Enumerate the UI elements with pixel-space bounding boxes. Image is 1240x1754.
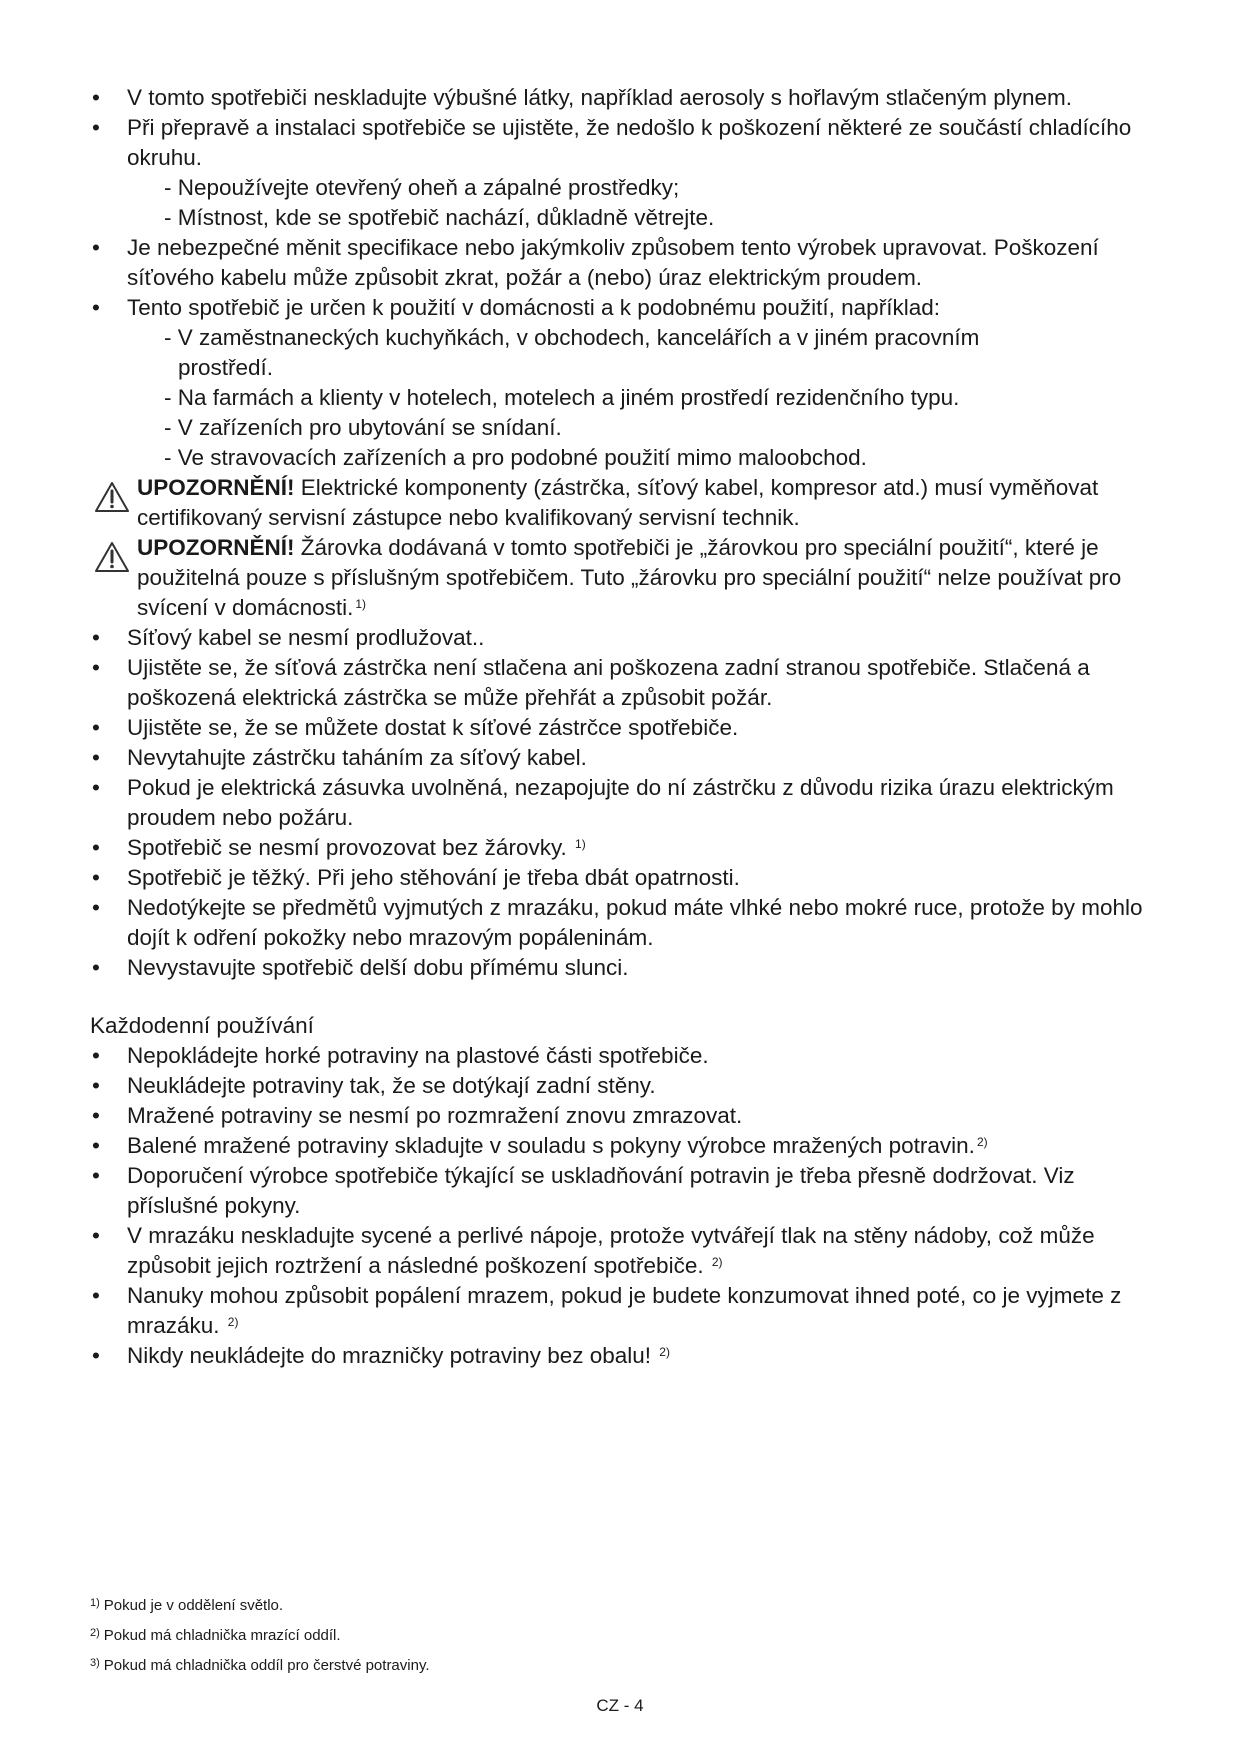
sub-list-item [90,353,1170,383]
item-text: Je nebezpečné měnit specifikace nebo jakýmkoliv způsobem tento výrobek upravovat. Poškození síťového kabelu může způsobit zkrat, požár a (nebo) úraz elektrickým proudem. [127,235,1099,290]
list-item [90,1281,1170,1341]
item-text: Síťový kabel se nesmí prodlužovat.. [127,625,485,650]
footnote-mark: 3) [90,1657,100,1669]
footnote [90,1591,1170,1621]
item-text: Ujistěte se, že síťová zástrčka není stlačena ani poškozena zadní stranou spotřebiče. Stlačená a poškozená elektrická zástrčka se může přehřát a způsobit požár. [127,655,1090,710]
item-text: Tento spotřebič je určen k použití v domácnosti a k podobnému použití, například: [127,295,940,320]
footnote-text: Pokud je v oddělení světlo. [103,1597,284,1614]
footnote-reference: 1) [575,837,586,851]
item-text: prostředí. [178,355,274,380]
list-item [90,863,1170,893]
item-text: V tomto spotřebiči neskladujte výbušné látky, například aerosoly s hořlavým stlačeným plynem. [127,85,1073,110]
item-text: Nevystavujte spotřebič delší dobu přímému slunci. [127,955,629,980]
list-item [90,1161,1170,1221]
item-text: Doporučení výrobce spotřebiče týkající se uskladňování potravin je třeba přesně dodržovat. Viz příslušné pokyny. [127,1163,1075,1218]
item-text: Nanuky mohou způsobit popálení mrazem, pokud je budete konzumovat ihned poté, co je vyjmete z mrazáku. [127,1283,1122,1338]
item-text: Ujistěte se, že se můžete dostat k síťové zástrčce spotřebiče. [127,715,739,740]
list-item [90,833,1170,863]
list-item [90,773,1170,833]
list-item [90,1071,1170,1101]
item-text: Balené mražené potraviny skladujte v souladu s pokyny výrobce mražených potravin. [127,1133,975,1158]
warning-item [90,473,1170,533]
list-item [90,1101,1170,1131]
item-text: Mražené potraviny se nesmí po rozmražení znovu zmrazovat. [127,1103,743,1128]
item-text: - Ve stravovacích zařízeních a pro podobné použití mimo maloobchod. [164,445,867,470]
list-item [90,1221,1170,1281]
sub-list-item [90,173,1170,203]
item-text: - Místnost, kde se spotřebič nachází, důkladně větrejte. [164,205,715,230]
item-text: - V zařízeních pro ubytování se snídaní. [164,415,562,440]
list-item [90,1341,1170,1371]
sub-list-item [90,323,1170,353]
sub-list-item [90,203,1170,233]
footnote-reference: 2) [976,1135,988,1149]
warning-label: UPOZORNĚNÍ! [137,475,295,500]
list-item [90,713,1170,743]
list-item [90,743,1170,773]
list-item [90,233,1170,293]
item-text: Žárovka dodávaná v tomto spotřebiči je „žárovkou pro speciální použití“, které je použitelná pouze s příslušným spotřebičem. Tuto „žárovku pro speciální použití“ nelze používat pro svícení v domácnosti. [137,535,1122,620]
footnote [90,1621,1170,1651]
warning-triangle-icon [94,481,130,513]
list-item [90,623,1170,653]
item-text: Nepokládejte horké potraviny na plastové části spotřebiče. [127,1043,709,1068]
sub-list-item [90,443,1170,473]
footnote-text: Pokud má chladnička mrazící oddíl. [103,1627,341,1644]
safety-instructions [90,83,1170,983]
item-text: Nevytahujte zástrčku taháním za síťový kabel. [127,745,587,770]
list-item [90,1041,1170,1071]
item-text: Pokud je elektrická zásuvka uvolněná, nezapojujte do ní zástrčku z důvodu rizika úrazu elektrickým proudem nebo požáru. [127,775,1114,830]
sub-list-item [90,383,1170,413]
list-item [90,293,1170,323]
list-item [90,83,1170,113]
list-item [90,653,1170,713]
list-item [90,953,1170,983]
item-text: Elektrické komponenty (zástrčka, síťový kabel, kompresor atd.) musí vyměňovat certifikovaný servisní zástupce nebo kvalifikovaný servisní technik. [137,475,1099,530]
warning-item [90,533,1170,623]
section-heading-daily-use: Každodenní používání [90,1013,314,1038]
footnote-mark: 1) [90,1597,100,1609]
list-item [90,893,1170,953]
item-text: Nikdy neukládejte do mrazničky potraviny bez obalu! [127,1343,658,1368]
item-text: - Na farmách a klienty v hotelech, motelech a jiném prostředí rezidenčního typu. [164,385,960,410]
warning-label: UPOZORNĚNÍ! [137,535,295,560]
item-text: - Nepoužívejte otevřený oheň a zápalné prostředky; [164,175,680,200]
list-item [90,1131,1170,1161]
item-text: Neukládejte potraviny tak, že se dotýkají zadní stěny. [127,1073,656,1098]
sub-list-item [90,413,1170,443]
item-text: Spotřebič je těžký. Při jeho stěhování je třeba dbát opatrnosti. [127,865,740,890]
item-text: Spotřebič se nesmí provozovat bez žárovky. [127,835,574,860]
item-text: - V zaměstnaneckých kuchyňkách, v obchodech, kancelářích a v jiném pracovním [164,325,980,350]
daily-use-instructions [90,1041,1170,1371]
list-item [90,113,1170,173]
footnotes [90,1591,1170,1681]
footnote [90,1651,1170,1681]
item-text: Nedotýkejte se předmětů vyjmutých z mrazáku, pokud máte vlhké nebo mokré ruce, protože by mohlo dojít k odření pokožky nebo mrazovým popáleninám. [127,895,1143,950]
item-text: Při přepravě a instalaci spotřebiče se ujistěte, že nedošlo k poškození některé ze součástí chladícího okruhu. [127,115,1132,170]
footnote-text: Pokud má chladnička oddíl pro čerstvé potraviny. [103,1657,430,1674]
footnote-reference: 1) [355,597,367,611]
footnote-reference: 2) [711,1255,723,1269]
warning-triangle-icon [94,541,130,573]
footnote-reference: 2) [659,1345,670,1359]
document-body [90,83,1170,1371]
page-number: CZ - 4 [596,1696,644,1715]
footnote-mark: 2) [90,1627,100,1639]
item-text: V mrazáku neskladujte sycené a perlivé nápoje, protože vytvářejí tlak na stěny nádoby, což může způsobit jejich roztržení a následné poškození spotřebiče. [127,1223,1095,1278]
footnote-reference: 2) [227,1315,239,1329]
